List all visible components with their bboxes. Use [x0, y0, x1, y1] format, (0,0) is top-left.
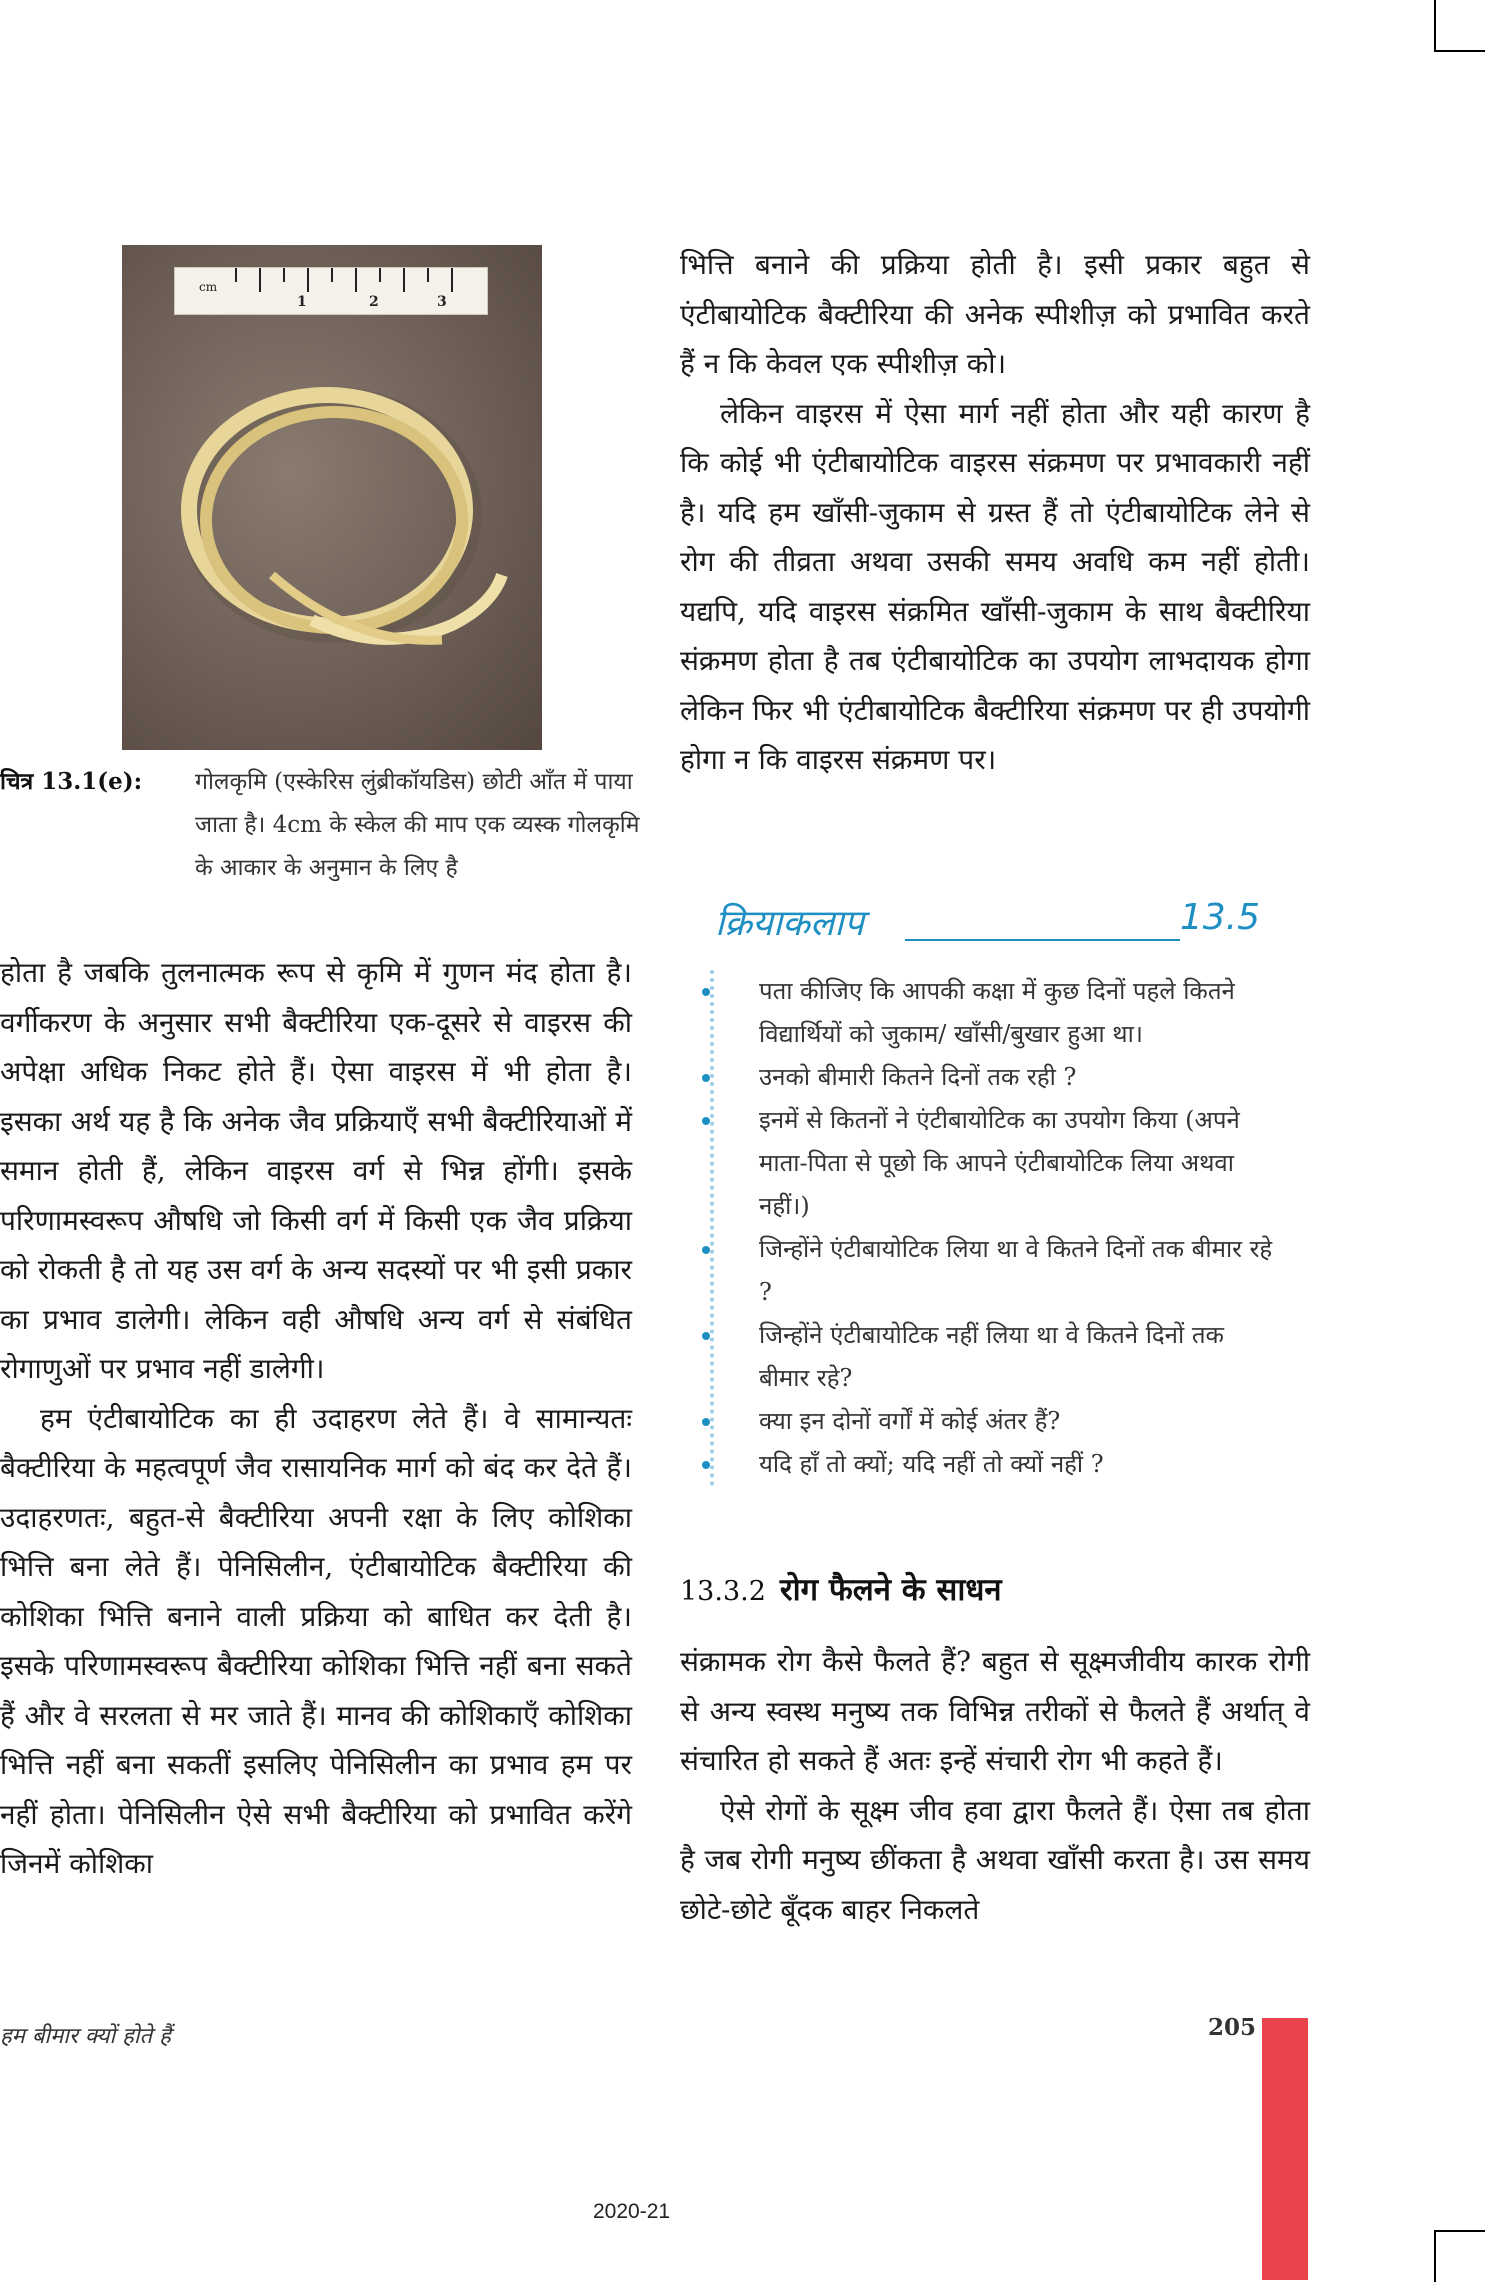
section-heading: [680, 1568, 1002, 1610]
page-number: 205: [1208, 2014, 1257, 2041]
ruler-tick: [331, 268, 333, 282]
ruler-tick: [403, 268, 405, 292]
activity-box: [710, 970, 1280, 1486]
figure-caption: [0, 760, 640, 890]
activity-item: यदि हाँ तो क्यों; यदि नहीं तो क्यों नहीं ?: [759, 1443, 1280, 1486]
page-tab: [1262, 2018, 1308, 2280]
activity-item: पता कीजिए कि आपकी कक्षा में कुछ दिनों पहले कितने विद्यार्थियों को जुकाम/ खाँसी/बुखार हुआ था।: [759, 970, 1280, 1056]
activity-item: इनमें से कितनों ने एंटीबायोटिक का उपयोग किया (अपने माता-पिता से पूछो कि आपने एंटीबायोटिक लिया अथवा नहीं।): [759, 1099, 1280, 1228]
caption-label: चित्र 13.1(e):: [0, 768, 143, 795]
ruler-tick: [427, 268, 429, 282]
paragraph: ऐसे रोगों के सूक्ष्म जीव हवा द्वारा फैलते हैं। ऐसा तब होता है जब रोगी मनुष्य छींकता है अथवा खाँसी करता है। उस समय छोटे-छोटे बूँदक बाहर निकलते: [680, 1793, 1310, 1926]
paragraph: संक्रामक रोग कैसे फैलते हैं? बहुत से सूक्ष्मजीवीय कारक रोगी से अन्य स्वस्थ मनुष्य तक विभिन्न तरीकों से फैलते हैं अर्थात् वे संचारित हो सकते हैं अतः इन्हें संचारी रोग भी कहते हैं।: [680, 1645, 1310, 1777]
activity-item: जिन्होंने एंटीबायोटिक नहीं लिया था वे कितने दिनों तक बीमार रहे?: [759, 1314, 1280, 1400]
ruler-number: 2: [369, 294, 379, 310]
edition-year: 2020-21: [593, 2200, 671, 2223]
ruler-tick: [235, 268, 237, 282]
roundworm-figure: [122, 245, 542, 750]
ruler-tick: [307, 268, 309, 292]
activity-number: 13.5: [1179, 897, 1260, 938]
paragraph: लेकिन वाइरस में ऐसा मार्ग नहीं होता और यही कारण है कि कोई भी एंटीबायोटिक वाइरस संक्रमण पर प्रभावकारी नहीं है। यदि हम खाँसी-जुकाम से ग्रस्त हैं तो एंटीबायोटिक लेने से रोग की तीव्रता अथवा उसकी समय अवधि कम नहीं होती। यद्यपि, यदि वाइरस संक्रमित खाँसी-जुकाम के साथ बैक्टीरिया संक्रमण होता है तब एंटीबायोटिक का उपयोग लाभदायक होगा लेकिन फिर भी एंटीबायोटिक बैक्टीरिया संक्रमण पर ही उपयोगी होगा न कि वाइरस संक्रमण पर।: [680, 396, 1310, 776]
roundworm-illustration: [122, 245, 542, 750]
ruler-tick: [355, 268, 357, 292]
ruler-unit: cm: [199, 280, 218, 294]
activity-item: जिन्होंने एंटीबायोटिक लिया था वे कितने दिनों तक बीमार रहे ?: [759, 1228, 1280, 1314]
scale-ruler: [174, 267, 488, 315]
ruler-number: 1: [297, 294, 307, 310]
chapter-title-footer: हम बीमार क्यों होते हैं: [0, 2024, 171, 2049]
ruler-tick: [451, 268, 453, 292]
activity-heading-label: क्रियाकलाप: [715, 903, 865, 944]
caption-text: गोलकृमि (एस्केरिस लुंब्रीकॉयडिस) छोटी आँत में पाया जाता है। 4cm के स्केल की माप एक व्यस्क गोलकृमि के आकार के अनुमान के लिए है: [195, 769, 640, 881]
section-number: 13.3.2: [680, 1576, 766, 1607]
paragraph: भित्ति बनाने की प्रक्रिया होती है। इसी प्रकार बहुत से एंटीबायोटिक बैक्टीरिया की अनेक स्पीशीज़ को प्रभावित करते हैं न कि केवल एक स्पीशीज़ को।: [680, 248, 1310, 380]
ruler-number: 3: [437, 294, 447, 310]
activity-heading: [715, 895, 1260, 955]
activity-item: उनको बीमारी कितने दिनों तक रही ?: [759, 1056, 1280, 1099]
ruler-tick: [283, 268, 285, 282]
right-column-bottom-text: [680, 1637, 1310, 1934]
activity-item: क्या इन दोनों वर्गों में कोई अंतर हैं?: [759, 1400, 1280, 1443]
ruler-tick: [379, 268, 381, 282]
left-column-text: [0, 948, 632, 1889]
activity-list: [759, 970, 1280, 1486]
crop-mark-top-right: [1434, 0, 1485, 52]
paragraph: हम एंटीबायोटिक का ही उदाहरण लेते हैं। वे सामान्यतः बैक्टीरिया के महत्वपूर्ण जैव रासायनिक मार्ग को बंद कर देते हैं। उदाहरणतः, बहुत-से बैक्टीरिया अपनी रक्षा के लिए कोशिका भित्ति बना लेते हैं। पेनिसिलीन, एंटीबायोटिक बैक्टीरिया की कोशिका भित्ति बनाने वाली प्रक्रिया को बाधित कर देती है। इसके परिणामस्वरूप बैक्टीरिया कोशिका भित्ति नहीं बना सकते हैं और वे सरलता से मर जाते हैं। मानव की कोशिकाएँ कोशिका भित्ति नहीं बना सकतीं इसलिए पेनिसिलीन का प्रभाव हम पर नहीं होता। पेनिसिलीन ऐसे सभी बैक्टीरिया को प्रभावित करेंगे जिनमें कोशिका: [0, 1401, 632, 1880]
ruler-tick: [259, 268, 261, 292]
section-title: रोग फैलने के साधन: [779, 1572, 1002, 1608]
activity-heading-rule: [905, 939, 1180, 941]
right-column-top-text: [680, 240, 1310, 785]
paragraph: होता है जबकि तुलनात्मक रूप से कृमि में गुणन मंद होता है। वर्गीकरण के अनुसार सभी बैक्टीरिया एक-दूसरे से वाइरस की अपेक्षा अधिक निकट होते हैं। ऐसा वाइरस में भी होता है। इसका अर्थ यह है कि अनेक जैव प्रक्रियाएँ सभी बैक्टीरियाओं में समान होती हैं, लेकिन वाइरस वर्ग से भिन्न होंगी। इसके परिणामस्वरूप औषधि जो किसी वर्ग में किसी एक जैव प्रक्रिया को रोकती है तो यह उस वर्ग के अन्य सदस्यों पर भी इसी प्रकार का प्रभाव डालेगी। लेकिन वही औषधि अन्य वर्ग से संबंधित रोगाणुओं पर प्रभाव नहीं डालेगी।: [0, 956, 632, 1385]
crop-mark-bottom-right: [1434, 2230, 1485, 2282]
